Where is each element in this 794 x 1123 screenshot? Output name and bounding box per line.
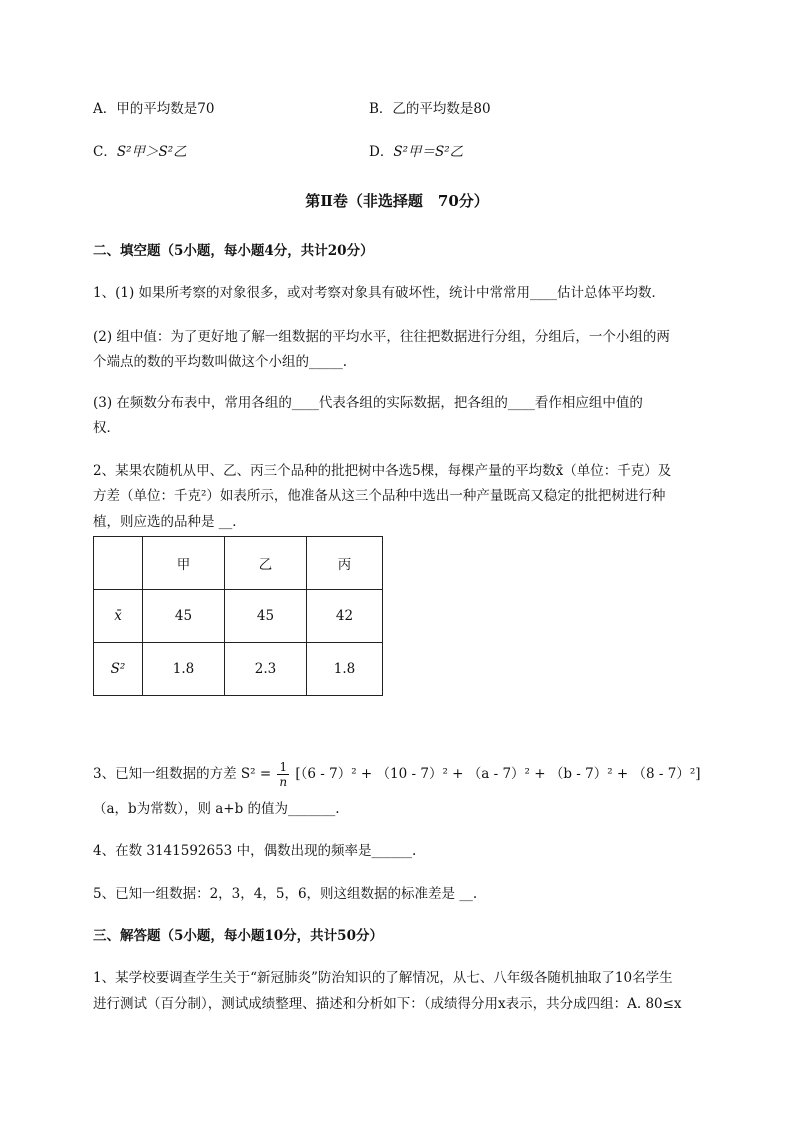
s2-q3-line2: （a，b为常数），则 a+b 的值为_______. <box>93 801 340 817</box>
choice-d: D．S²甲＝S²乙 <box>369 144 464 160</box>
data-table <box>93 536 383 696</box>
table-cell: 1.8 <box>143 643 225 696</box>
choice-a: A．甲的平均数是70 <box>93 101 215 117</box>
section2-heading: 二、填空题（5小题，每小题4分，共计20分） <box>93 243 374 259</box>
section3-heading: 三、解答题（5小题，每小题10分，共计50分） <box>93 928 383 944</box>
s2-q4: 4、在数 3141592653 中，偶数出现的频率是______. <box>93 843 417 859</box>
table-cell: x̄ <box>94 590 143 643</box>
table-cell: S² <box>94 643 143 696</box>
table-row <box>94 643 383 696</box>
table-cell: 45 <box>225 590 307 643</box>
table-cell <box>94 537 143 590</box>
table-cell: 甲 <box>143 537 225 590</box>
s2-q1-line3: 个端点的数的平均数叫做这个小组的_____. <box>93 354 348 370</box>
table-row <box>94 590 383 643</box>
s2-q1-line1: 1、(1) 如果所考察的对象很多，或对考察对象具有破坏性，统计中常常用____估计总体平均数． <box>93 285 666 301</box>
s2-q2-line1: 2、某果农随机从甲、乙、丙三个品种的批把树中各选5棵，每棵产量的平均数x̄（单位：千克）及 <box>93 463 672 479</box>
s3-q1-line1: 1、某学校要调查学生关于“新冠肺炎”防治知识的了解情况，从七、八年级各随机抽取了10名学生 <box>93 970 673 986</box>
s2-q5: 5、已知一组数据：2，3，4，5，6，则这组数据的标准差是 __. <box>93 886 478 902</box>
s2-q2-line2: 方差（单位：千克²）如表所示，他准备从这三个品种中选出一种产量既高又稳定的批把树进行种 <box>93 488 666 504</box>
s2-q2-line3: 植，则应选的品种是 __． <box>93 514 246 530</box>
part2-title: 第Ⅱ卷（非选择题 70分） <box>305 192 489 210</box>
s3-q1-line2: 进行测试（百分制），测试成绩整理、描述和分析如下：（成绩得分用x表示，共分成四组：A. 80≤x <box>93 996 682 1012</box>
table-cell: 45 <box>143 590 225 643</box>
table-row <box>94 537 383 590</box>
s2-q3-line1: 3、已知一组数据的方差 S² = $\frac{1}{n}$ [（6 - 7）² + （10 - 7）² + （a - 7）² + （b - 7）² + （8 - 7）²] <box>93 760 701 789</box>
s2-q1-line4: (3) 在频数分布表中，常用各组的____代表各组的实际数据，把各组的____看作相应组中值的 <box>93 395 643 411</box>
choice-b: B．乙的平均数是80 <box>369 101 491 117</box>
s2-q1-line2: (2) 组中值：为了更好地了解一组数据的平均水平，往往把数据进行分组，分组后，一个小组的两 <box>93 329 670 345</box>
choice-c: C．S²甲＞S²乙 <box>93 144 187 160</box>
table-cell: 乙 <box>225 537 307 590</box>
fraction: $\frac{1}{n}$ <box>279 760 288 789</box>
table-cell: 2.3 <box>225 643 307 696</box>
table-cell: 1.8 <box>307 643 383 696</box>
table-cell: 丙 <box>307 537 383 590</box>
s2-q1-line5: 权． <box>93 420 120 436</box>
table-cell: 42 <box>307 590 383 643</box>
